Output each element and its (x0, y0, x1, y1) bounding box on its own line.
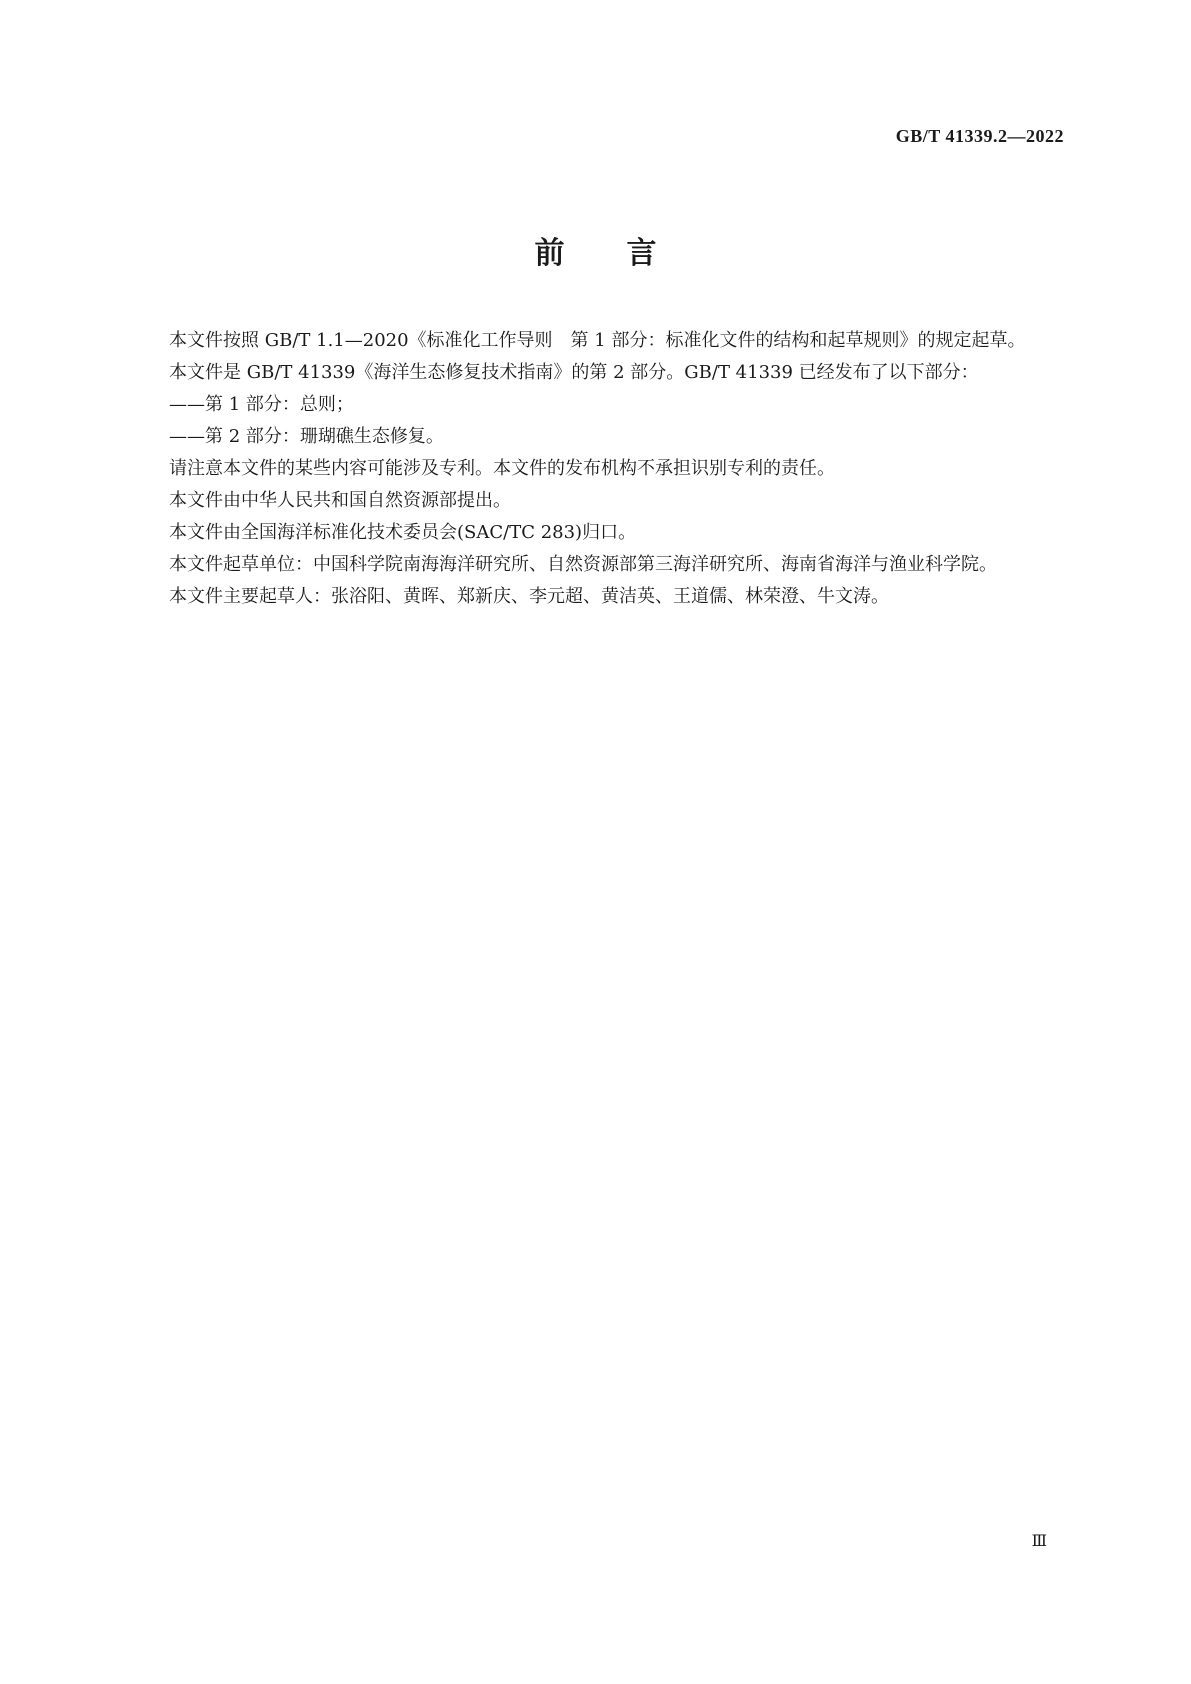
page-title: 前言 (534, 236, 719, 271)
paragraph-drafters: 本文件主要起草人：张浴阳、黄晖、郑新庆、李元超、黄洁英、王道儒、林荣澄、牛文涛。 (169, 586, 889, 607)
paragraph-drafting-units: 本文件起草单位：中国科学院南海海洋研究所、自然资源部第三海洋研究所、海南省海洋与渔业科学院。 (169, 554, 997, 575)
page-number: Ⅲ (1031, 1533, 1047, 1550)
foreword-body (133, 325, 1061, 613)
list-item-part-2: ——第 2 部分：珊瑚礁生态修复。 (169, 426, 444, 447)
paragraph-series-info: 本文件是 GB/T 41339《海洋生态修复技术指南》的第 2 部分。GB/T 41339 已经发布了以下部分： (169, 362, 979, 383)
paragraph-drafting-rules: 本文件按照 GB/T 1.1—2020《标准化工作导则 第 1 部分：标准化文件的结构和起草规则》的规定起草。 (169, 330, 1026, 351)
paragraph-committee: 本文件由全国海洋标准化技术委员会(SAC/TC 283)归口。 (169, 522, 637, 543)
standard-number: GB/T 41339.2—2022 (895, 126, 1064, 146)
paragraph-proposer: 本文件由中华人民共和国自然资源部提出。 (169, 490, 511, 511)
list-item-part-1: ——第 1 部分：总则； (169, 394, 354, 415)
paragraph-patent-notice: 请注意本文件的某些内容可能涉及专利。本文件的发布机构不承担识别专利的责任。 (169, 458, 835, 479)
